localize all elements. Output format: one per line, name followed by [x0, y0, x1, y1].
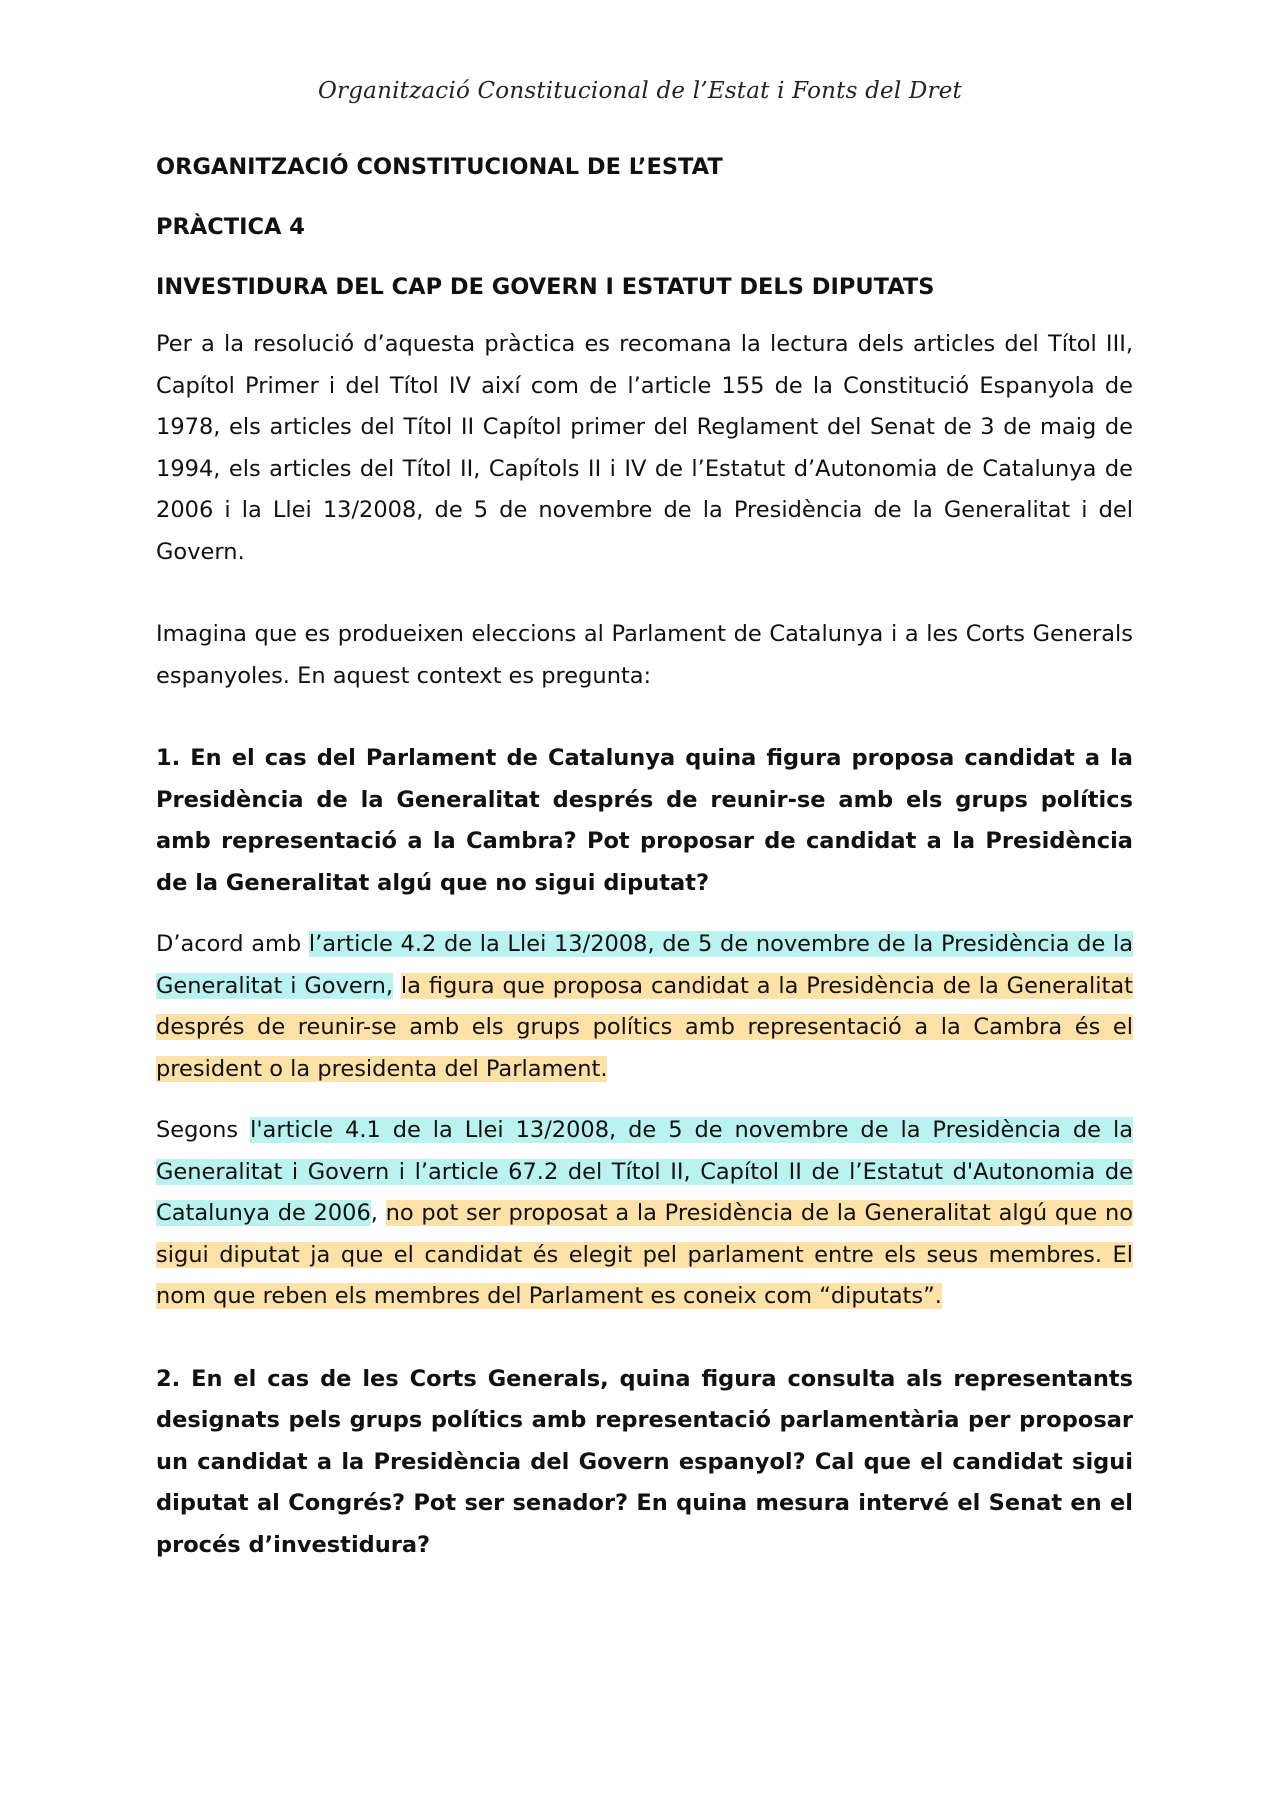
context-paragraph: Imagina que es produeixen eleccions al Parlament de Catalunya i a les Corts Generals espanyoles. En aquest context es pregunta:: [156, 621, 1133, 689]
intro-paragraph: Per a la resolució d’aquesta pràctica es recomana la lectura dels articles del Títol III, Capítol Primer i del Títol IV així com de l’article 155 de la Constitució Espanyola de 1978, els articles del Títol II Capítol primer del Reglament del Senat de 3 de maig de 1994, els articles del Títol II, Capítols II i IV de l’Estatut d’Autonomia de Catalunya de 2006 i la Llei 13/2008, de 5 de novembre de la Presidència de la Generalitat i del Govern.: [156, 331, 1133, 565]
answer-1a: [156, 924, 1133, 1090]
document-body: [156, 152, 1133, 1566]
practice-title: PRÀCTICA 4: [156, 214, 305, 240]
answer-1b-source-highlight: l'article 4.1 de la Llei 13/2008, de 5 de novembre de la Presidència de la Generalitat i Govern i l’article 67.2 del Títol II, Capítol II de l’Estatut d'Autonomia de Catalunya de 2006: [156, 1117, 1133, 1226]
answer-1b: [156, 1110, 1133, 1318]
course-title: ORGANITZACIÓ CONSTITUCIONAL DE L’ESTAT: [156, 154, 723, 180]
answer-1a-lead: D’acord amb: [156, 931, 309, 957]
topic-title: INVESTIDURA DEL CAP DE GOVERN I ESTATUT DELS DIPUTATS: [156, 274, 935, 300]
answer-1a-space: [393, 973, 401, 999]
question-2: 2. En el cas de les Corts Generals, quina figura consulta als representants designats pels grups polítics amb representació parlamentària per proposar un candidat a la Presidència del Govern espanyol? Cal que el candidat sigui diputat al Congrés? Pot ser senador? En quina mesura intervé el Senat en el procés d’investidura?: [156, 1365, 1133, 1558]
answer-1a-claim-highlight: la figura que proposa candidat a la Presidència de la Generalitat després de reunir-se amb els grups polítics amb representació a la Cambra és el president o la presidenta del Parlament.: [156, 972, 1133, 1082]
answer-1b-sep: ,: [370, 1200, 386, 1226]
answer-1b-claim-highlight: no pot ser proposat a la Presidència de la Generalitat algú que no sigui diputat ja que el candidat és elegit pel parlament entre els seus membres. El nom que reben els membres del Parlament es coneix com “diputats”.: [156, 1200, 1133, 1309]
answer-1b-lead: Segons: [156, 1117, 251, 1143]
running-header: Organització Constitucional de l’Estat i Fonts del Dret: [317, 78, 962, 104]
answer-1a-source-highlight: l’article 4.2 de la Llei 13/2008, de 5 de novembre de la Presidència de la Generalitat i Govern,: [156, 931, 1133, 999]
question-1: 1. En el cas del Parlament de Catalunya quina figura proposa candidat a la Presidència de la Generalitat després de reunir-se amb els grups polítics amb representació a la Cambra? Pot proposar de candidat a la Presidència de la Generalitat algú que no sigui diputat?: [156, 745, 1133, 896]
